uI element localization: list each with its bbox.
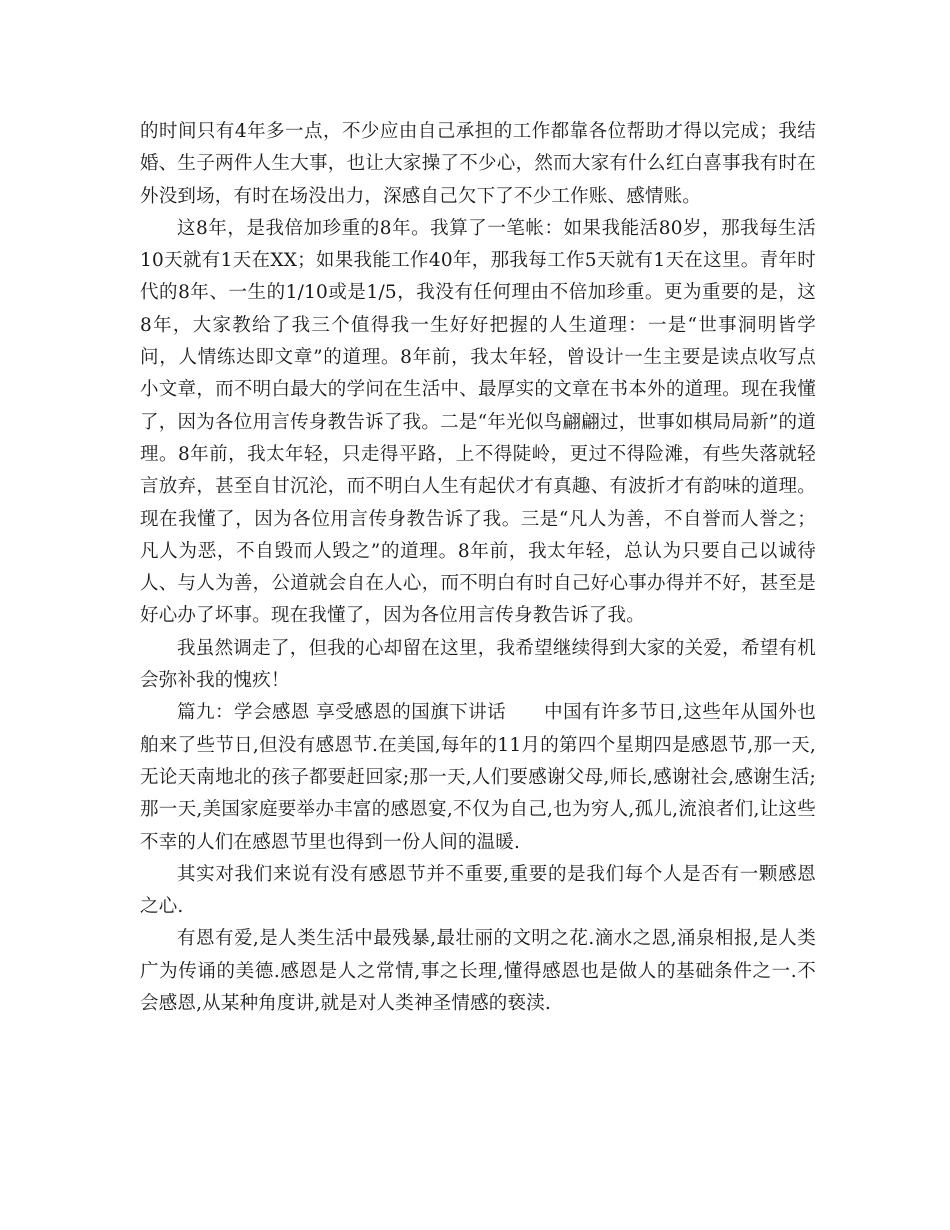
paragraph-farewell: 我虽然调走了，但我的心却留在这里，我希望继续得到大家的关爱，希望有机会弥补我的愧疚！	[140, 637, 816, 692]
document-body	[140, 116, 816, 1020]
paragraph-section-nine: 篇九：学会感恩 享受感恩的国旗下讲话 中国有许多节日,这些年从国外也舶来了些节日,但没有感恩节.在美国,每年的11月的第四个星期四是感恩节,那一天,无论天南地北的孩子都要赶回家;那一天,人们要感谢父母,师长,感谢社会,感谢生活;那一天,美国家庭要举办丰富的感恩宴,不仅为自己,也为穷人,孤儿,流浪者们,让这些不幸的人们在感恩节里也得到一份人间的温暖.	[140, 702, 816, 853]
paragraph-eight-years: 这8年，是我倍加珍重的8年。我算了一笔帐：如果我能活80岁，那我每生活10天就有1天在XX；如果我能工作40年，那我每工作5天就有1天在这里。青年时代的8年、一生的1/10或是1/5，我没有任何理由不倍加珍重。更为重要的是，这8年，大家教给了我三个值得我一生好好把握的人生道理：一是“世事洞明皆学问，人情练达即文章”的道理。8年前，我太年轻，曾设计一生主要是读点收写点小文章，而不明白最大的学问在生活中、最厚实的文章在书本外的道理。现在我懂了，因为各位用言传身教告诉了我。二是“年光似鸟翩翩过，世事如棋局局新”的道理。8年前，我太年轻，只走得平路，上不得陡岭，更过不得险滩，有些失落就轻言放弃，甚至自甘沉沦，而不明白人生有起伏才有真趣、有波折才有韵味的道理。现在我懂了，因为各位用言传身教告诉了我。三是“凡人为善，不自誉而人誉之；凡人为恶，不自毁而人毁之”的道理。8年前，我太年轻，总认为只要自己以诚待人、与人为善，公道就会自在人心，而不明白有时自己好心事办得并不好，甚至是好心办了坏事。现在我懂了，因为各位用言传身教告诉了我。	[140, 217, 816, 627]
paragraph-grateful-heart: 其实对我们来说有没有感恩节并不重要,重要的是我们每个人是否有一颗感恩之心.	[140, 863, 816, 918]
paragraph-continuation: 的时间只有4年多一点，不少应由自己承担的工作都靠各位帮助才得以完成；我结婚、生子两件人生大事，也让大家操了不少心，然而大家有什么红白喜事我有时在外没到场，有时在场没出力，深感自己欠下了不少工作账、感情账。	[140, 121, 816, 207]
paragraph-gratitude-virtue: 有恩有爱,是人类生活中最残暴,最壮丽的文明之花.滴水之恩,涌泉相报,是人类广为传诵的美德.感恩是人之常情,事之长理,懂得感恩也是做人的基础条件之一.不会感恩,从某种角度讲,就是对人类神圣情感的亵渎.	[140, 928, 816, 1015]
